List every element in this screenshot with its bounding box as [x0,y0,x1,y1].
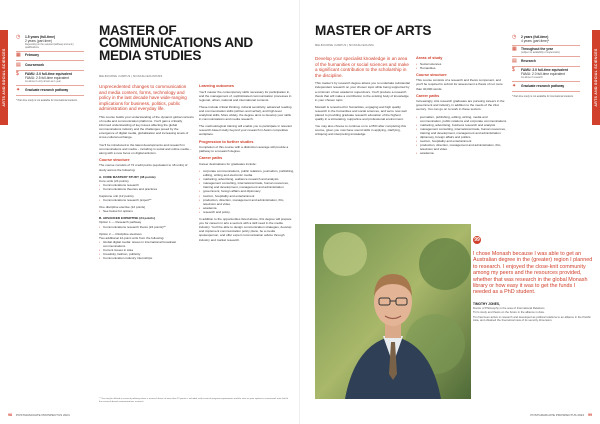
outcomes-text-2: These include critical thinking, cultural sensitivity, advanced reading and communication skills (written and verbal), and high-level analytical skills. More widely, the degree aims to develop your skills in communications and media research. [199,104,292,122]
student-role-3: Tim has been active in research and developed as political relations to an alliance in the Pacific Asia, and obtained the theoretical view of its security dimension. [473,314,591,323]
intro-paragraph: This master's by research degree allows you to undertake substantial independent research on your chosen topic while being supported by a minimum of two academic supervisors. You'll produce a research thesis that will make a contribution to the existing body of knowledge in your chosen topic. [315,81,410,102]
lead-paragraph: Unprecedented changes to communication and media content, forms, technology and policy in the last decade have wide-ranging implications for business, politics, public administration and everyday life. [99,84,187,112]
capstone-list [99,198,194,202]
quote-icon: 99 [474,237,480,243]
info-text [521,35,580,43]
clock-icon: ◷ [512,33,517,40]
student-quote: I chose Monash because I was able to get an Australian degree in the (greater) region I planned to research. I enjoyed the close-knit community among my peers and the resources provided, whether that was research in the global Monash library or how easy it was to get the funds I needed as a PhD student. [473,251,593,296]
list-item: • diplomacy, foreign affairs and politics [416,135,508,139]
info-row [16,33,84,52]
info-row [16,71,84,87]
info-small: As above if research [521,76,543,79]
info-text [521,47,580,54]
folio-text: POSTGRADUATE PROSPECTUS 2024 [16,413,70,417]
info-row [512,82,580,92]
info-main: 2 years (full-time) [521,34,549,39]
info-small: (subject to availability of supervision) [521,51,560,54]
option-a-label: Option 1 — Research pathway [99,220,142,225]
section-heading: Course structure [416,72,447,77]
campus-subline: MELBOURNE CAMPUS | MONASH.EDU/MCMS [99,75,163,78]
info-row [512,57,580,67]
outcomes-text: You'll master the contemporary skills necessary for participation in, and the management of, sophisticated communication processes in regional, urban, national and international contexts. [199,89,292,102]
student-quote-box [473,236,593,398]
info-main: Throughout the year [521,47,554,51]
folio-left [8,413,70,417]
info-note: * Part-time study is not available for international students. [512,94,574,98]
option-b-label: Option 2 — Discipline electives [99,231,142,236]
capstone-label: Capstone unit (12 points) [99,193,134,198]
info-text [521,84,580,88]
section-heading: Areas of study [416,56,443,60]
section-side-tab-label: ARTS AND SOCIAL SCIENCES [594,48,598,107]
info-row [16,86,84,96]
course-info-box-right [512,33,580,98]
lead-paragraph: Develop your specialist knowledge in an area of the humanities or social sciences and make a significant contribution to the scholarship in the discipline. [315,56,409,78]
list-item: • Communications research thesis (24 points)** [99,225,194,229]
cap-icon: ✦ [16,86,21,93]
page-title: MASTER OF COMMUNICATIONS AND MEDIA STUDIES [99,23,253,63]
intro-paragraph-3: You may also choose to continue on to a PhD after completing this course, given you now have sound skills in applying, clarifying, critiquing and interpreting knowledge. [315,124,407,137]
structure-text: This course consists of a research and thesis component, and you'll be required to submit for assessment a thesis of not more than 40,000 words. [416,78,503,91]
outcomes-text-3: The methodological training will enable you to participate in relevant research-based study beyond your research in Asia's competitive workplace. [199,124,292,137]
info-row [512,33,580,46]
info-row [16,61,84,71]
list-item: • Communications theories and practices [99,187,194,191]
part-b-heading: B. ADVANCED EXPERTISE (24 points) [99,216,155,221]
list-item: • Communication industry internships. [99,256,194,260]
left-column-2 [199,84,294,245]
info-main: February [25,53,40,57]
section-heading: Career paths [199,156,223,161]
part-a-heading: A. CORE MASTERY STUDY (48 points) [99,174,156,179]
page-title: MASTER OF ARTS [315,23,432,38]
list-item: • Humanities. [416,66,508,70]
career-text: Increasingly, Arts research graduates are pursuing careers in the government and industry, in addition to the needs of the 21st century. You can go on to work in these sectors: [416,99,505,112]
info-text [25,53,84,57]
list-item: • Global digital media: issues in international broadcast communications [99,240,194,248]
career-text-2: In addition to the opportunities listed above, this degree will prepare you for careers in arts a sectors with a skill need in the media industry. You'll be able to design communication strategies, develop and implement communication policy plans, be a media spokesperson, and offer expert communication advice through industry and market research. [199,217,292,242]
core-units-label: Core units (24 points) [99,178,129,183]
info-line2: 4 years (part-time)* [521,38,550,43]
list-item: • marketing, advertising, audience research and analysis [199,177,294,181]
list-item: • academia [199,206,294,210]
info-text [521,68,580,79]
cap-icon: ✦ [512,82,517,89]
career-list [416,115,508,156]
section-side-tab-label: ARTS AND SOCIAL SCIENCES [2,48,6,107]
intro-paragraph-2: You'll be introduced to the latest developments and research in communications and media – including in social and online media – along with a new focus on digital activism. [99,142,192,155]
info-small: As above if entry shown as 1 year [25,80,61,83]
dollar-icon: $ [512,67,515,73]
list-item: • Social sciences [416,62,508,66]
info-row [16,52,84,62]
info-text [25,72,84,83]
info-main: Coursework [25,62,45,67]
option-b-text: Two additional 12-point units from the following: [99,235,165,240]
list-item: • production, direction, management and administration, film, television and video [416,143,508,151]
portrait-illustration [315,224,471,399]
calendar-icon: ▦ [16,52,21,58]
option-a-list [99,225,194,229]
list-item: • management consulting, international trade, human resources, training and development, management and administration [199,181,294,189]
book-icon: ▤ [512,57,517,64]
folio-text: POSTGRADUATE PROSPECTUS 2024 [530,413,584,417]
info-row [512,46,580,58]
student-portrait-photo [315,224,471,399]
section-side-tab-left [0,30,8,125]
info-line2: FAMU: 2.0 full-time equivalent [521,72,565,76]
page-divider [299,0,300,424]
section-heading: Learning outcomes [199,84,235,88]
list-item: • Creativity, fashion, publicity [99,252,194,256]
career-list [199,169,294,214]
info-main: Graduate research pathway [521,83,565,88]
student-name: TIMOTHY JONES, [473,301,500,306]
section-heading: Course structure [99,157,130,162]
list-item: • Communications research project** [99,198,194,202]
progression-text: Completion of this course with a distinction average will provide a pathway to a research degree. [199,145,289,154]
list-item: • management consulting, international trade, human resources, training and development, management and administration [416,127,508,135]
structure-text: The course consists of 72 credit points (equivalent to 18 units) of study across the following: [99,163,188,172]
elective-list [99,209,194,213]
list-item: • corporate communications, public relations, journalism, publishing, editing, writing and electronic media [199,169,294,177]
list-item: • government, foreign affairs and diplomacy [199,189,294,193]
intro-paragraph-2: Monash is renowned for humanities, engaging and high quality research in the humanities and social sciences, and we're now well placed to providing graduate research education of the highest quality in a stimulating, supportive and professional environment. [315,104,407,122]
info-note: * Part-time study is not available for international students. [16,98,78,102]
list-item: • tourism, hospitality and entertainment [416,139,508,143]
list-item: • academia. [416,151,508,155]
info-main: 1.5 years (full-time) [25,34,56,39]
list-item: • journalism, publishing, editing, writing, media and communication, public relations and corporate communications [416,115,508,123]
info-line2: 2 years (part-time) [25,38,52,43]
section-heading: Career paths [416,93,440,98]
intro-paragraph: This course builds your understanding of the dynamic global contexts of media and communication platforms. You'll gain a critically informed understanding of key issues affecting the global communications industry and the challenges posed by the emergence of digital media, globalisation and increasing levels of cross-cultural exchange. [99,114,194,140]
section-heading: Progression to further studies [199,139,254,144]
info-text [25,35,84,49]
info-text [25,88,84,92]
info-main: FAMU: 2.0 full-time equivalent [521,68,568,72]
career-text: Career destinations for graduates include: [199,161,257,166]
list-item: • Current issues in Asia [99,248,194,252]
info-text [521,59,580,63]
footnote: ** You may be offered a research pathway where a research thesis of more than 12 points is included, with research program requirements and the units on your options to coursework units that fit the research-based communications research. [99,398,289,403]
left-column-1 [99,84,194,263]
list-item: • marketing, advertising, business research and analysis [416,123,508,127]
calendar-icon: ▦ [512,46,517,52]
info-row [512,67,580,83]
page-number: 98 [8,413,12,417]
list-item: • research and policy. [199,210,294,214]
info-text [25,63,84,67]
book-icon: ▤ [16,61,21,68]
clock-icon: ◷ [16,33,21,40]
info-main: FAMU: 2.0 full-time equivalent [25,72,72,76]
info-small: Depending on the selected pathway and entry qualifications [25,42,74,49]
option-b-list [99,240,194,260]
areas-list [416,62,508,70]
section-side-tab-right [592,30,600,125]
student-role: Doctor of Philosophy in the area of International Relations [473,305,545,310]
right-column-1 [315,56,410,140]
right-column-2 [416,56,508,158]
info-main: Graduate research pathway [25,87,69,92]
campus-subline: MELBOURNE CAMPUS | MONASH.EDU/MA [315,44,374,47]
page-number: 99 [588,413,592,417]
student-role-2: Tim's study and thesis on the future in the alliance in Asia. [473,310,545,315]
info-main: Research [521,58,536,63]
elective-label: One discipline elective (12 points) [99,205,146,210]
folio-right [530,413,592,417]
list-item: • Communications research [99,183,194,187]
dollar-icon: $ [16,71,19,77]
core-units-list [99,183,194,191]
course-info-box-left [16,33,84,102]
info-line2: FAMU: 2.5 full-time equivalent [25,76,69,80]
list-item: • tourism, hospitality and entertainment [199,194,294,198]
list-item: • See below for options [99,209,194,213]
list-item: • production, direction, management and administration, film, television and video [199,198,294,206]
